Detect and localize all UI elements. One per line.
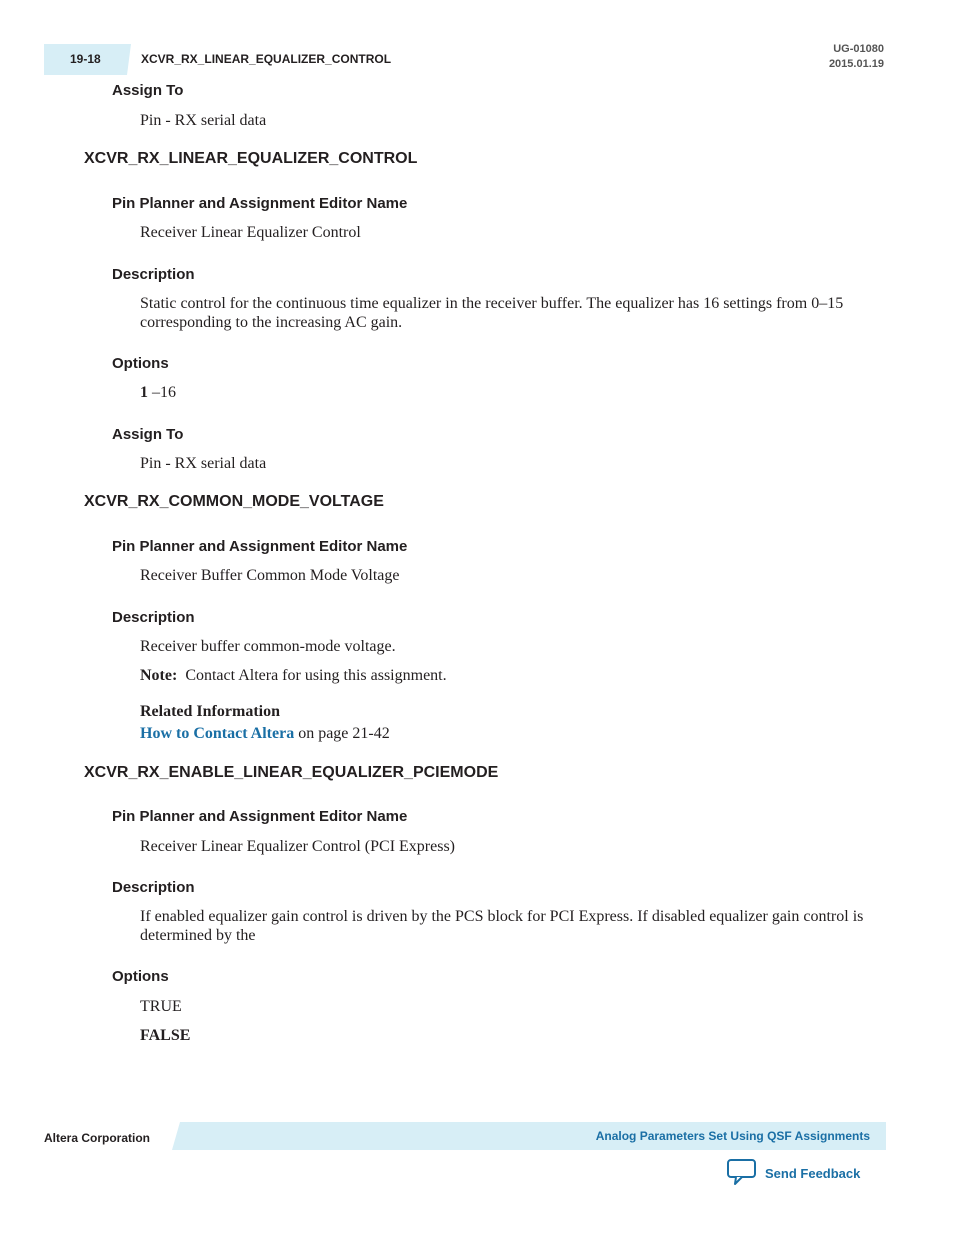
running-title: XCVR_RX_LINEAR_EQUALIZER_CONTROL (141, 52, 392, 66)
pin-planner-value: Receiver Linear Equalizer Control (140, 224, 361, 241)
send-feedback-button[interactable] (726, 1158, 860, 1189)
assign-to-value: Pin - RX serial data (140, 112, 267, 129)
related-information-entry (140, 724, 870, 743)
option-false: FALSE (140, 1027, 191, 1044)
related-page-ref: on page 21-42 (294, 725, 390, 742)
section-title-linear-equalizer: XCVR_RX_LINEAR_EQUALIZER_CONTROL (84, 150, 418, 167)
options-heading: Options (112, 355, 169, 372)
doc-meta (829, 42, 884, 72)
speech-bubble-icon (726, 1158, 757, 1189)
pin-planner-value: Receiver Linear Equalizer Control (PCI Express) (140, 838, 455, 855)
doc-date: 2015.01.19 (828, 58, 884, 70)
description-text: Receiver buffer common-mode voltage. (140, 638, 396, 655)
description-heading: Description (112, 266, 195, 283)
assign-to-heading: Assign To (112, 426, 184, 443)
page-number-tab: 19-18 (44, 44, 127, 75)
pin-planner-heading: Pin Planner and Assignment Editor Name (112, 195, 408, 212)
options-value (140, 383, 870, 402)
note-text: Contact Altera for using this assignment. (185, 667, 447, 684)
pin-planner-value: Receiver Buffer Common Mode Voltage (140, 567, 400, 584)
assign-to-value: Pin - RX serial data (140, 455, 267, 472)
description-text: If enabled equalizer gain control is driven by the PCS block for PCI Express. If disabled equalizer gain control is determined by the (140, 908, 864, 944)
note-label: Note: (140, 667, 178, 684)
assign-to-heading: Assign To (112, 82, 184, 99)
description-heading: Description (112, 609, 195, 626)
section-title-pciemode: XCVR_RX_ENABLE_LINEAR_EQUALIZER_PCIEMODE (84, 764, 499, 781)
description-text: Static control for the continuous time equalizer in the receiver buffer. The equalizer has 16 settings from 0–15 corresponding to the increasing AC gain. (140, 295, 844, 331)
page-tab-edge (127, 44, 131, 75)
send-feedback-label: Send Feedback (765, 1166, 861, 1181)
how-to-contact-altera-link[interactable]: How to Contact Altera (140, 725, 295, 742)
pin-planner-heading: Pin Planner and Assignment Editor Name (112, 808, 408, 825)
footer-band-edge (172, 1122, 180, 1150)
doc-id: UG-01080 (833, 43, 884, 55)
note (140, 666, 870, 685)
section-title-common-mode-voltage: XCVR_RX_COMMON_MODE_VOLTAGE (84, 493, 384, 510)
options-heading: Options (112, 968, 169, 985)
description-heading: Description (112, 879, 195, 896)
related-information-heading: Related Information (140, 703, 280, 720)
option-true: TRUE (140, 998, 182, 1015)
options-bold-value: 1 (140, 384, 148, 401)
pin-planner-heading: Pin Planner and Assignment Editor Name (112, 538, 408, 555)
options-range: –16 (148, 384, 176, 401)
footer-company: Altera Corporation (44, 1131, 151, 1145)
footer-chapter-link[interactable]: Analog Parameters Set Using QSF Assignments (595, 1129, 870, 1143)
